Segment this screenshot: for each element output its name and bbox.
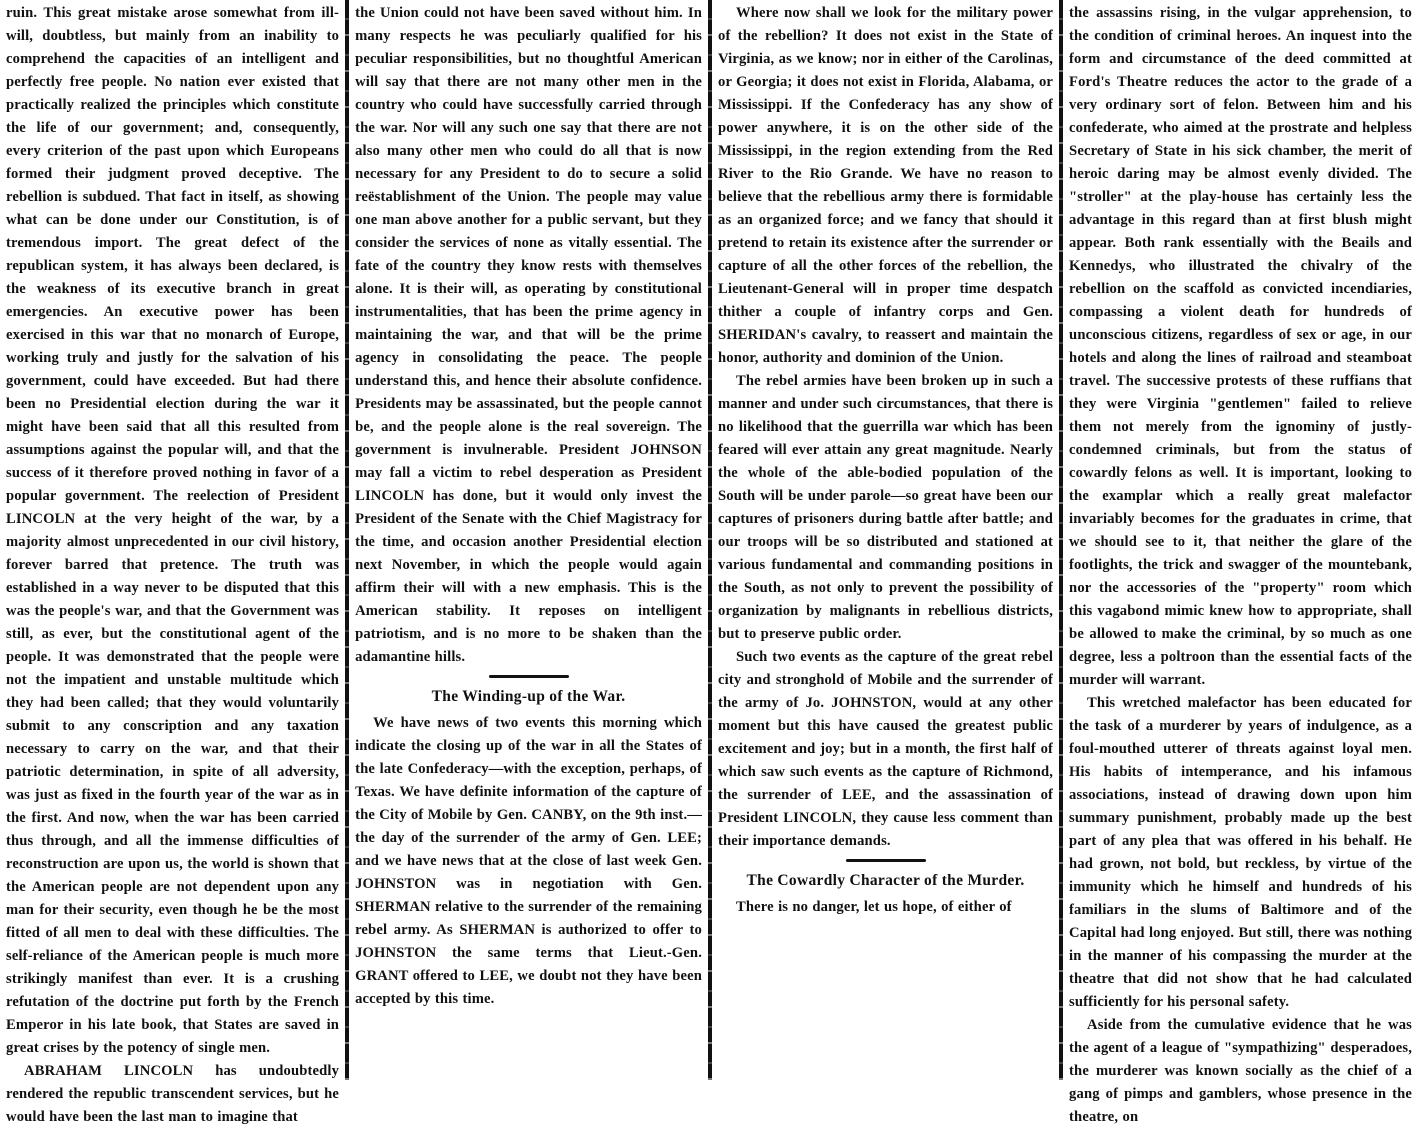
paragraph: This wretched malefactor has been educated for the task of a murderer by years of indulgence, as a foul-mouthed utterer of threats against loyal men. His habits of intemperance, and his infamous associations, instead of drawing down upon him summary punishment, probably made up the best part of any plea that was offered in his behalf. He had grown, not bold, but reckless, by virtue of the immunity which he himself and hundreds of his familiars in the slums of Baltimore and of the Capital had long enjoyed. But still, there was nothing in the manner of his compassing the murder at the theatre that did not show that he had calculated sufficiently for his personal safety. bbox=[1069, 695, 1413, 1010]
article-headline: The Cowardly Character of the Murder. bbox=[746, 872, 1025, 889]
column-3 bbox=[712, 0, 1059, 1080]
paragraph: The rebel armies have been broken up in such a manner and under such circumstances, that there is no likelihood that the guerrilla war which has been feared will ever attain any great magnitude. Nearly the whole of the able-bodied population of the South will be under parole—so great have been our captures of prisoners during battle after battle; and our troops will be so distributed and stationed at various fundamental and commanding positions in the South, as not only to prevent the possibility of organization by malignants in rebellious districts, but to preserve public order. bbox=[718, 373, 1054, 642]
paragraph: the assassins rising, in the vulgar apprehension, to the condition of criminal heroes. An inquest into the form and circumstance of the deed committed at Ford's Theatre reduces the actor to the grade of a very ordinary sort of felon. Between him and his confederate, who aimed at the prostrate and helpless Secretary of State in his sick chamber, the merit of heroic daring may be almost evenly divided. The "stroller" at the play-house has certainly less the advantage in this regard than at first blush might appear. Both rank essentially with the Beails and Kennedys, who illustrated the chivalry of the rebellion on the scaffold as convicted incendiaries, compassing a violent death for hundreds of unconscious citizens, regardless of sex or age, in our hotels and along the lines of railroad and steamboat travel. The successive protests of these ruffians that they were Virginia "gentlemen" failed to relieve them not merely from the ignominy of justly-condemned criminals, but from the status of cowardly felons as well. It is important, looking to the examplar which a really great malefactor invariably becomes for the graduates in crime, that we should see to it, that neither the glare of the footlights, the trick and swagger of the mountebank, nor the accessories of the "property" room which this vagabond mimic knew how to appropriate, shall be allowed to make the criminal, by so much as one degree, less a poltroon than the essential facts of the murder will warrant. bbox=[1069, 5, 1413, 688]
column-2 bbox=[349, 0, 708, 1080]
paragraph: ruin. This great mistake arose somewhat from ill-will, doubtless, but mainly from an inability to comprehend the capacities of an intelligent and perfectly free people. No nation ever existed that practically realized the principles which constitute the life of our government; and, consequently, every criterion of the past upon which Europeans formed their judgment proved deceptive. The rebellion is subdued. That fact in itself, as showing what can be done under our Constitution, is of tremendous import. The great defect of the republican system, it has always been declared, is the weakness of its executive branch in great emergencies. An executive power has been exercised in this war that no monarch of Europe, working truly and justly for the salvation of his government, could have exceeded. But had there been no Presidential election during the war it might have been said that all this resulted from assumptions against the popular will, and that the success of it therefore proved nothing in favor of a popular government. The reelection of President LINCOLN at the very height of the war, by a majority almost unprecedented in our civil history, forever barred that pretence. The truth was established in a way never to be disputed that this was the people's war, and that the Government was still, as ever, but the constitutional agent of the people. It was demonstrated that the people were not the impatient and unstable multitude which they had been called; that they would voluntarily submit to any conscription and any taxation necessary to carry on the war, and that their patriotic determination, in spite of all adversity, was just as fixed in the fourth year of the war as in the first. And now, when the war has been carried thus through, and all the immense difficulties of reconstruction are upon us, the world is shown that the American people are not dependent upon any man for their security, even though he be the most fitted of all men to deal with these difficulties. The self-reliance of the American people is much more strikingly manifest than ever. It is a crushing refutation of the doctrine put forth by the French Emperor in his late book, that States are saved in great crises by the potency of single men. bbox=[6, 5, 340, 1056]
paragraph: There is no danger, let us hope, of either of bbox=[736, 899, 1012, 915]
paragraph: ABRAHAM LINCOLN has undoubtedly rendered the republic transcendent services, but he would have been the last man to imagine that bbox=[6, 1063, 340, 1125]
section-divider bbox=[489, 675, 569, 678]
paragraph: Such two events as the capture of the great rebel city and stronghold of Mobile and the surrender of the army of Jo. JOHNSTON, would at any other moment but this have caused the greatest public excitement and joy; but in a month, the first half of which saw such events as the capture of Richmond, the surrender of LEE, and the assassination of President LINCOLN, they cause less comment than their importance demands. bbox=[718, 649, 1054, 849]
paragraph: We have news of two events this morning which indicate the closing up of the war in all the States of the late Confederacy—with the exception, perhaps, of Texas. We have definite information of the capture of the City of Mobile by Gen. CANBY, on the 9th inst.—the day of the surrender of the army of Gen. LEE; and we have news that at the close of last week Gen. JOHNSTON was in negotiation with Gen. SHERMAN relative to the surrender of the remaining rebel army. As SHERMAN is authorized to offer to JOHNSTON the same terms that Lieut.-Gen. GRANT offered to LEE, we doubt not they have been accepted by this time. bbox=[355, 715, 702, 1007]
paragraph: Where now shall we look for the military power of the rebellion? It does not exist in the State of Virginia, as we know; nor in either of the Carolinas, or Georgia; it does not exist in Florida, Alabama, or Mississippi. If the Confederacy has any show of power anywhere, it is on the other side of the Mississippi, in the region extending from the Red River to the Rio Grande. We have no reason to believe that the rebellious army there is formidable as an organized force; and we fancy that should it pretend to retain its existence after the surrender or capture of all the other forces of the rebellion, the Lieutenant-General will in proper time despatch thither a couple of infantry corps and Gen. SHERIDAN's cavalry, to reassert and maintain the honor, authority and dominion of the Union. bbox=[718, 5, 1054, 366]
article-headline: The Winding-up of the War. bbox=[431, 688, 626, 705]
paragraph: the Union could not have been saved without him. In many respects he was peculiarly qualified for his peculiar responsibilities, but no thoughtful American will say that there are not many other men in the country who could have successfully carried through the war. Nor will any such one say that there are not also many other men who could do all that is now necessary for any President to do to secure a solid reëstablishment of the Union. The people may value one man above another for a public servant, but they consider the services of none as vitally essential. The fate of the country they know rests with themselves alone. It is their will, as operating by constitutional instrumentalities, that has been the prime agency in maintaining the war, and that will be the prime agency in consolidating the peace. The people understand this, and hence their absolute confidence. Presidents may be assassinated, but the people cannot be, and the people alone is the real sovereign. The government is invulnerable. President JOHNSON may fall a victim to rebel desperation as President LINCOLN has done, but it would only invest the President of the Senate with the Chief Magistracy for the time, and occasion another Presidential election next November, in which the people would again affirm their will with a new emphasis. This is the American stability. It reposes on intelligent patriotism, and is no more to be shaken than the adamantine hills. bbox=[355, 5, 702, 665]
section-divider bbox=[846, 859, 926, 862]
column-4 bbox=[1063, 0, 1418, 1125]
paragraph: Aside from the cumulative evidence that he was the agent of a league of "sympathizing" desperadoes, the murderer was known socially as the chief of a gang of pimps and gamblers, whose presence in the theatre, on bbox=[1069, 1017, 1413, 1125]
column-1 bbox=[0, 0, 345, 1125]
